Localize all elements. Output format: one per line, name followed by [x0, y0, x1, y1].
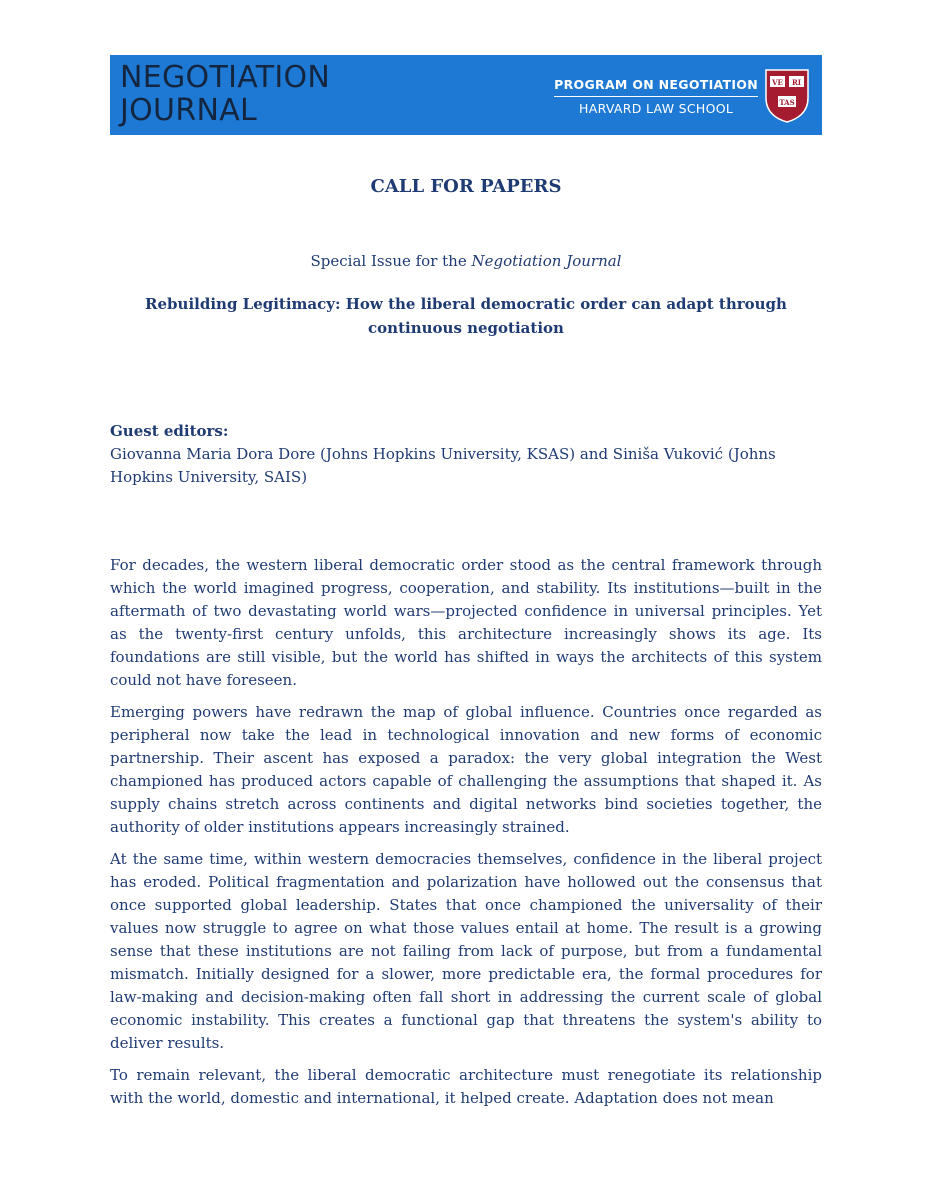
pon-logo — [554, 77, 758, 116]
harvard-crest-icon — [764, 68, 810, 124]
guest-editors-label: Guest editors: — [110, 422, 229, 440]
pon-program-name: PROGRAM ON NEGOTIATION — [554, 77, 758, 97]
body-paragraph: For decades, the western liberal democratic order stood as the central framework through which the world imagined progress, cooperation, and stability. Its institutions—built in the aftermath of two devastating world wars—projected confidence in universal principles. Yet as the twenty-first century unfolds, this architecture increasingly shows its age. Its foundations are still visible, but the world has shifted in ways the architects of this system could not have foreseen. — [110, 556, 822, 689]
special-issue-journal-name: Negotiation Journal — [471, 252, 622, 270]
crest-text-ve: VE — [772, 78, 783, 87]
body-paragraph: To remain relevant, the liberal democratic architecture must renegotiate its relationship with the world, domestic and international, it helped create. Adaptation does not mean — [110, 1066, 822, 1107]
guest-editors-names: Giovanna Maria Dora Dore (Johns Hopkins University, KSAS) and Siniša Vuković (Johns Hopkins University, SAIS) — [110, 445, 776, 486]
body-paragraph: At the same time, within western democracies themselves, confidence in the liberal project has eroded. Political fragmentation and polarization have hollowed out the consensus that once supported global leadership. States that once championed the universality of their values now struggle to agree on what those values entail at home. The result is a growing sense that these institutions are not failing from lack of purpose, but from a fundamental mismatch. Initially designed for a slower, more predictable era, the formal procedures for law-making and decision-making often fall short in addressing the current scale of global economic instability. This creates a functional gap that threatens the system's ability to deliver results. — [110, 850, 822, 1052]
special-issue-line — [0, 252, 932, 270]
journal-header-banner — [110, 55, 822, 135]
journal-logo — [120, 61, 330, 127]
journal-logo-line1: NEGOTIATION — [120, 60, 331, 95]
journal-logo-line2: JOURNAL — [120, 93, 258, 128]
crest-text-ri: RI — [791, 78, 802, 87]
body-paragraph: Emerging powers have redrawn the map of global influence. Countries once regarded as peripheral now take the lead in technological innovation and new forms of economic partnership. Their ascent has exposed a paradox: the very global integration the West championed has produced actors capable of challenging the assumptions that shaped it. As supply chains stretch across continents and digital networks bind societies together, the authority of older institutions appears increasingly strained. — [110, 703, 822, 836]
crest-text-tas: TAS — [779, 98, 795, 107]
pon-school-name: HARVARD LAW SCHOOL — [579, 101, 734, 116]
page-title: CALL FOR PAPERS — [370, 176, 562, 197]
special-issue-prefix: Special Issue for the — [310, 252, 467, 270]
special-issue-title: Rebuilding Legitimacy: How the liberal democratic order can adapt through continuous negotiation — [145, 295, 787, 337]
body-text — [110, 554, 822, 1119]
